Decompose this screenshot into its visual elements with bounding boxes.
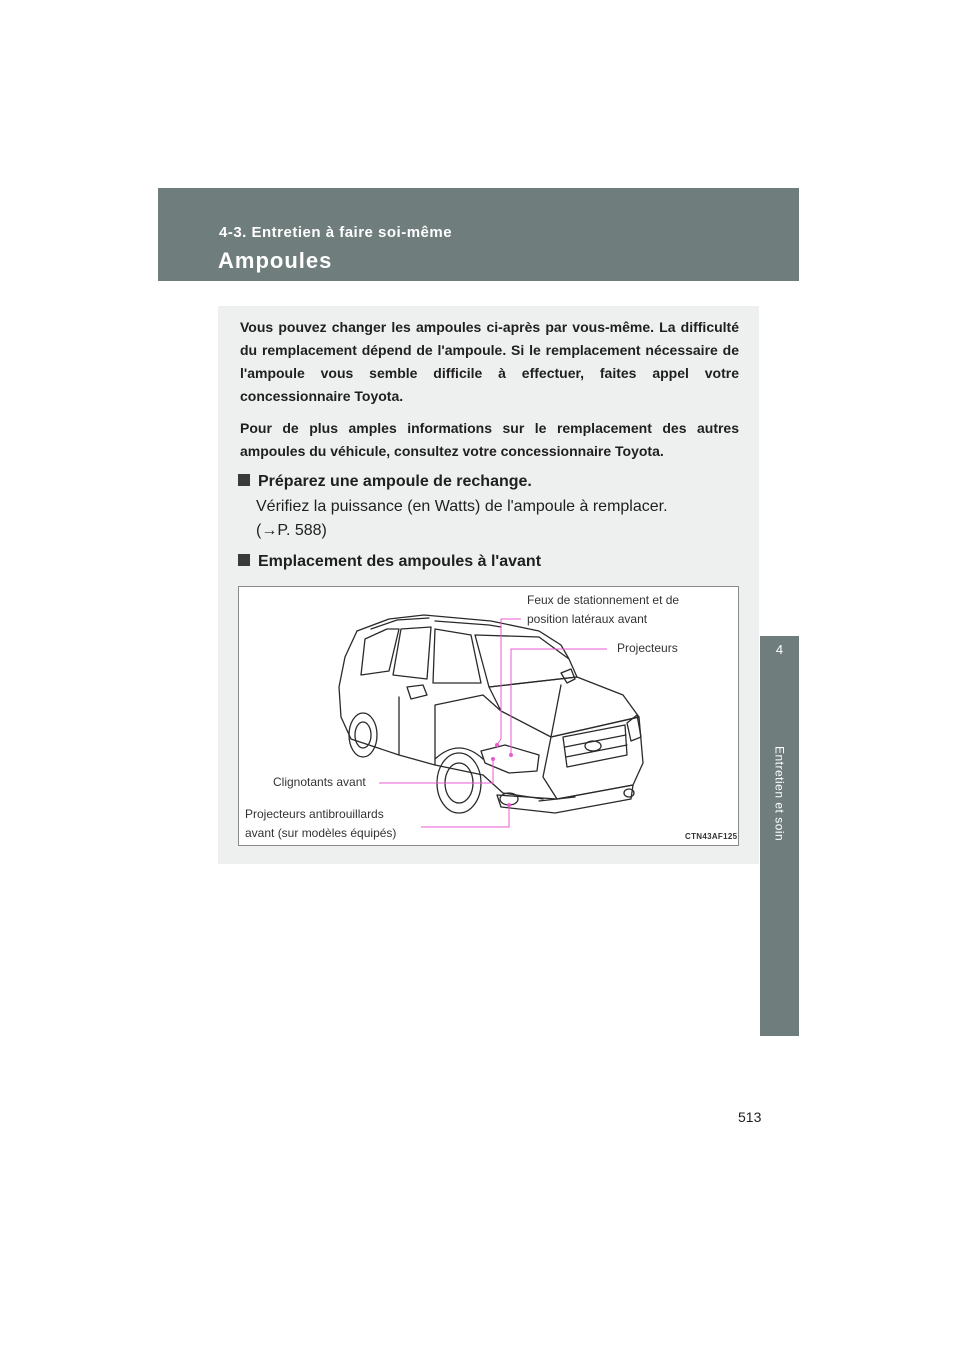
- callout-fog-lights-line-1: Projecteurs antibrouillards: [245, 807, 384, 821]
- chapter-side-tab: [760, 636, 799, 1036]
- callout-fog-lights: [245, 805, 396, 843]
- chapter-number: 4: [775, 642, 784, 657]
- chapter-tab-label: Entretien et soin: [772, 746, 787, 842]
- wattage-instruction: Vérifiez la puissance (en Watts) de l'ampoule à remplacer.: [256, 498, 668, 515]
- callout-side-lights: [527, 591, 679, 629]
- intro-paragraph-2: Pour de plus amples informations sur le remplacement des autres ampoules du véhicule, consultez votre concessionnaire Toyota.: [240, 420, 739, 459]
- section-label: 4-3. Entretien à faire soi-même: [219, 224, 453, 241]
- page-number: 513: [738, 1109, 762, 1125]
- spare-bulb-heading-text: Préparez une ampoule de rechange.: [258, 473, 532, 490]
- chapter-header: [158, 188, 799, 281]
- callout-headlights: Projecteurs: [617, 641, 678, 655]
- callout-side-lights-line-2: position latéraux avant: [527, 612, 648, 626]
- figure-code: CTN43AF125: [685, 832, 738, 841]
- front-bulb-location-heading: [238, 553, 541, 571]
- callout-turn-signals: Clignotants avant: [273, 775, 366, 789]
- callout-fog-lights-line-2: avant (sur modèles équipés): [245, 826, 397, 840]
- page-reference-link[interactable]: (→P. 588): [256, 522, 327, 539]
- content-box: [218, 306, 759, 864]
- page-title: Ampoules: [218, 248, 333, 273]
- spare-bulb-heading: [238, 473, 532, 491]
- intro-paragraph-1: Vous pouvez changer les ampoules ci-après par vous-même. La difficulté du remplacement dépend de l'ampoule. Si le remplacement nécessaire de l'ampoule vous semble difficile à effectuer, faites appel votre concessionnaire Toyota.: [240, 319, 739, 404]
- bulb-location-figure: [238, 586, 739, 846]
- chapter-tab-label-wrap: [760, 746, 799, 946]
- front-bulb-location-heading-text: Emplacement des ampoules à l'avant: [258, 553, 542, 570]
- callout-side-lights-line-1: Feux de stationnement et de: [527, 593, 680, 607]
- square-bullet-icon: [238, 474, 250, 486]
- square-bullet-icon: [238, 554, 250, 566]
